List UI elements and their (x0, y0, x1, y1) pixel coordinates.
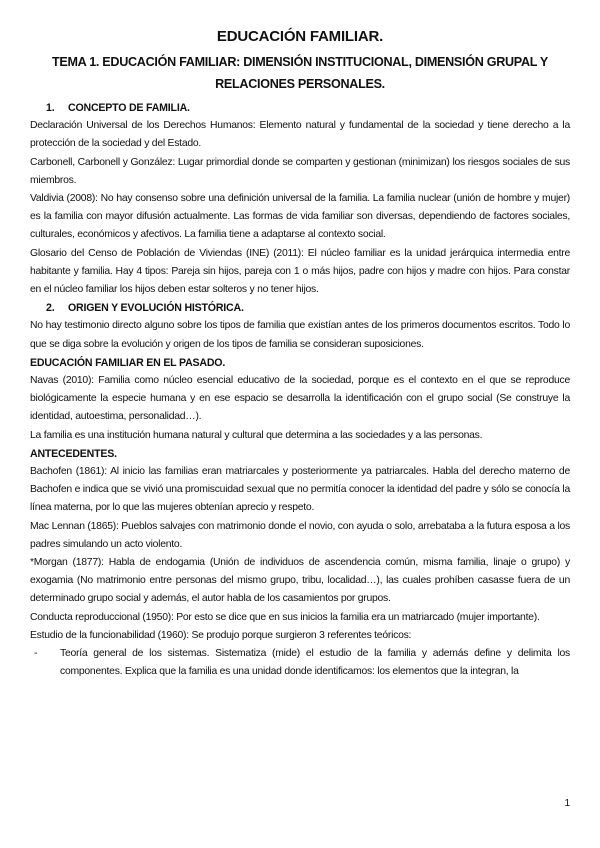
paragraph-testimonio: No hay testimonio directo alguno sobre los tipos de familia que existían antes de los primeros documentos escritos. Todo lo que se diga sobre la evolución y origen de los tipos de familia se consideran suposiciones. (30, 320, 570, 350)
paragraph-funcionabilidad: Estudio de la funcionabilidad (1960): Se produjo porque surgieron 3 referentes teóricos: (30, 629, 412, 641)
paragraph-carbonell: Carbonell, Carbonell y González: Lugar primordial donde se comparten y gestionan (minimizan) los riesgos sociales de sus miembros. (30, 156, 570, 186)
paragraph-conducta: Conducta reproduccional (1950): Por esto se dice que en sus inicios la familia era un matriarcado (mujer importante). (30, 611, 540, 623)
bullet-text: Teoría general de los sistemas. Sistematiza (mide) el estudio de la familia y además define y delimita los componentes. Explica que la familia es una unidad donde identificamos: los elementos que la integran, la (60, 648, 570, 678)
paragraph-declaracion: Declaración Universal de los Derechos Humanos: Elemento natural y fundamental de la sociedad y tiene derecho a la protección de la sociedad y del Estado. (30, 120, 570, 150)
paragraph-morgan: *Morgan (1877): Habla de endogamia (Unión de individuos de ascendencia común, misma familia, linaje o grupo) y exogamia (No matrimonio entre personas del mismo grupo, tribu, localidad…), las cuales prohíben casasse fuera de un determinado grupo social y además, el autor habla de los casamientos por grupos. (30, 557, 570, 605)
paragraph-institucion: La familia es una institución humana natural y cultural que determina a las sociedades y a las personas. (30, 429, 483, 441)
bullet-dash: - (34, 648, 38, 660)
document-title: EDUCACIÓN FAMILIAR. (216, 28, 384, 45)
paragraph-valdivia: Valdivia (2008): No hay consenso sobre una definición universal de la familia. La familia nuclear (unión de hombre y mujer) es la familia con mayor difusión actualmente. Las formas de vida familiar son diversas, dependiendo de factores sociales, culturales, económicos y afectivos. La familia tiene a adaptarse al contexto social. (30, 193, 570, 241)
paragraph-glosario: Glosario del Censo de Población de Viviendas (INE) (2011): El núcleo familiar es la unidad jerárquica intermedia entre habitante y familia. Hay 4 tipos: Pareja sin hijos, pareja con 1 o más hijos, padre con hijos y madre con hijos. Para constar en el núcleo familiar los hijos deben estar solteros y no tener hijos. (30, 247, 570, 296)
heading-educacion-pasado: EDUCACIÓN FAMILIAR EN EL PASADO. (30, 356, 226, 369)
paragraph-bachofen: Bachofen (1861): Al inicio las familias eran matriarcales y posteriormente ya patriarcales. Habla del derecho materno de Bachofen e indica que se vivió una promiscuidad sexual que no permitía conocer la identidad del padre y sólo se conocía la línea materna, por lo que las mujeres obtenían aprecio y respeto. (30, 466, 570, 514)
section-heading-text: CONCEPTO DE FAMILIA. (68, 102, 190, 114)
paragraph-navas: Navas (2010): Familia como núcleo esencial educativo de la sociedad, porque es el contexto en el que se reproduce biológicamente la especie humana y en ese espacio se desarrolla la identificación con el grupo social (Se construye la identidad, autoestima, personalidad…). (30, 375, 570, 423)
page-number: 1 (564, 798, 570, 809)
section-number: 1. (46, 102, 55, 114)
section-heading-origen (30, 299, 570, 317)
heading-antecedentes: ANTECEDENTES. (30, 447, 117, 460)
section-heading-text: ORIGEN Y EVOLUCIÓN HISTÓRICA. (68, 302, 244, 315)
paragraph-maclennan: Mac Lennan (1865): Pueblos salvajes con matrimonio donde el novio, con ayuda o solo, arrebataba a la futura esposa a los padres simulando un acto violento. (30, 520, 570, 550)
section-heading-concepto (30, 99, 570, 117)
list-item (30, 645, 570, 681)
section-number: 2. (46, 302, 55, 315)
document-subtitle: TEMA 1. EDUCACIÓN FAMILIAR: DIMENSIÓN INSTITUCIONAL, DIMENSIÓN GRUPAL Y RELACIONES PERSONALES. (52, 55, 548, 91)
